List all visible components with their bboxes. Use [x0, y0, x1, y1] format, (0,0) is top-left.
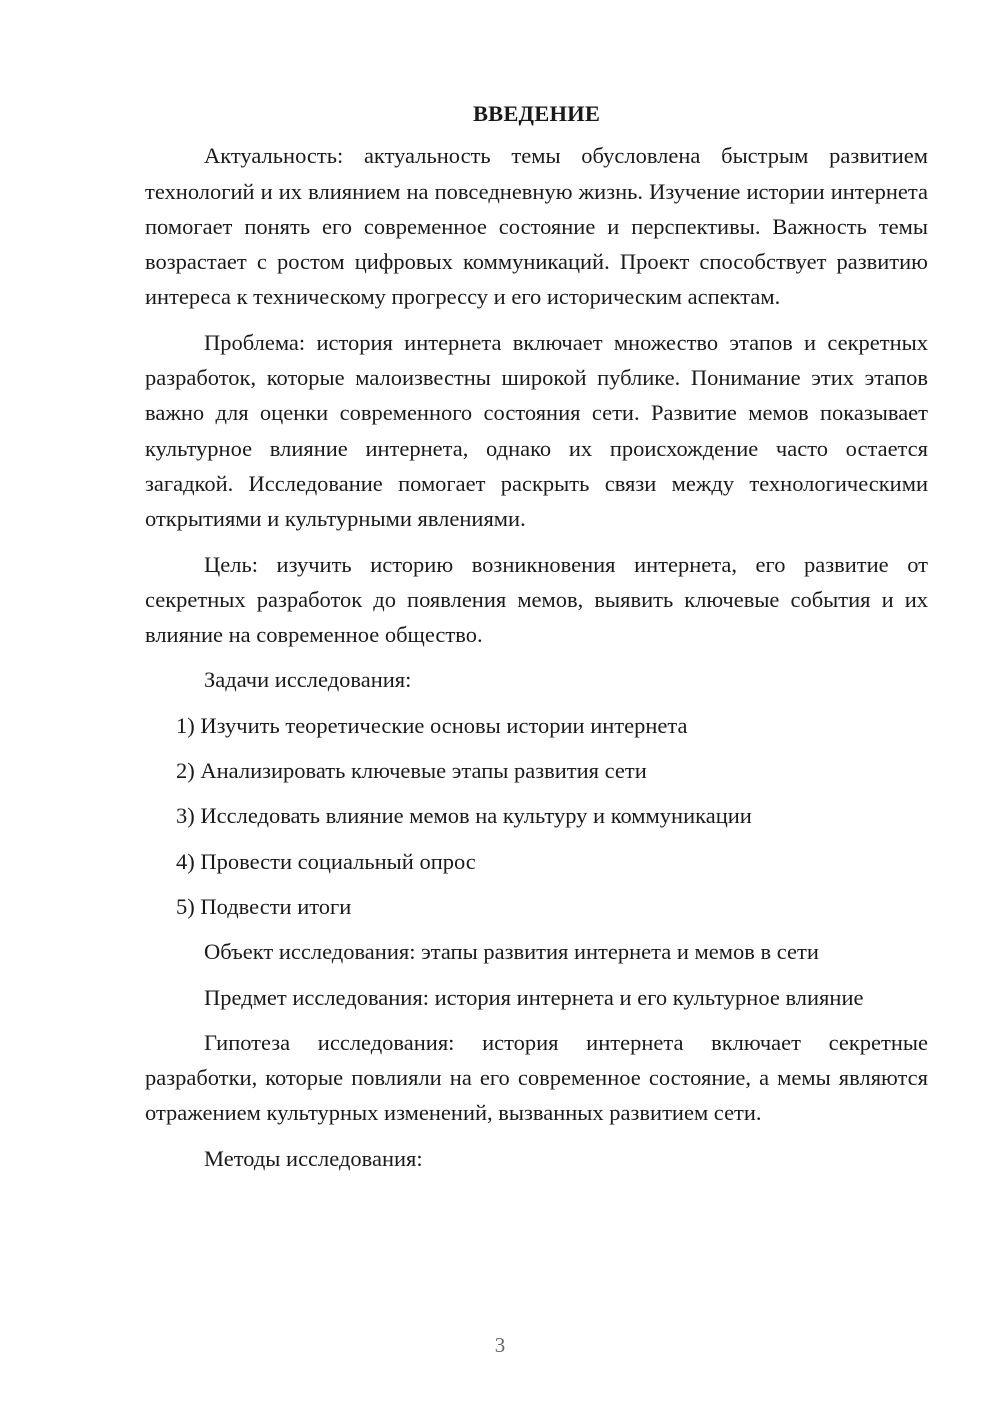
list-item: 3) Исследовать влияние мемов на культуру и коммуникации: [176, 803, 752, 829]
problem-paragraph: Проблема: история интернета включает множество этапов и секретных разработок, которые малоизвестны широкой публике. Понимание этих этапов важно для оценки современного состояния сети. Развитие мемов показывает культурное влияние интернета, однако их происхождение часто остается загадкой. Исследование помогает раскрыть связи между технологическими открытиями и культурными явлениями.: [145, 329, 928, 532]
goal-paragraph: Цель: изучить историю возникновения интернета, его развитие от секретных разработок до появления мемов, выявить ключевые события и их влияние на современное общество.: [145, 551, 928, 648]
page-content: [145, 96, 928, 1186]
tasks-list: [145, 708, 928, 924]
page-number: 3: [494, 1333, 506, 1357]
section-title: ВВЕДЕНИЕ: [472, 101, 601, 126]
methods-heading: Методы исследования:: [204, 1145, 423, 1171]
subject-paragraph: Предмет исследования: история интернета и его культурное влияние: [204, 984, 864, 1010]
object-paragraph: Объект исследования: этапы развития интернета и мемов в сети: [204, 939, 819, 965]
list-item: 5) Подвести итоги: [176, 893, 352, 919]
hypothesis-paragraph: Гипотеза исследования: история интернета включает секретные разработки, которые повлияли на его современное состояние, а мемы являются отражением культурных изменений, вызванных развитием сети.: [145, 1029, 928, 1126]
tasks-heading: Задачи исследования:: [204, 667, 412, 693]
list-item: 2) Анализировать ключевые этапы развития сети: [176, 758, 647, 784]
relevance-paragraph: Актуальность: актуальность темы обусловлена быстрым развитием технологий и их влиянием на повседневную жизнь. Изучение истории интернета помогает понять его современное состояние и перспективы. Важность темы возрастает с ростом цифровых коммуникаций. Проект способствует развитию интереса к техническому прогрессу и его историческим аспектам.: [145, 143, 928, 310]
list-item: 1) Изучить теоретические основы истории интернета: [176, 712, 688, 738]
list-item: 4) Провести социальный опрос: [176, 848, 476, 874]
